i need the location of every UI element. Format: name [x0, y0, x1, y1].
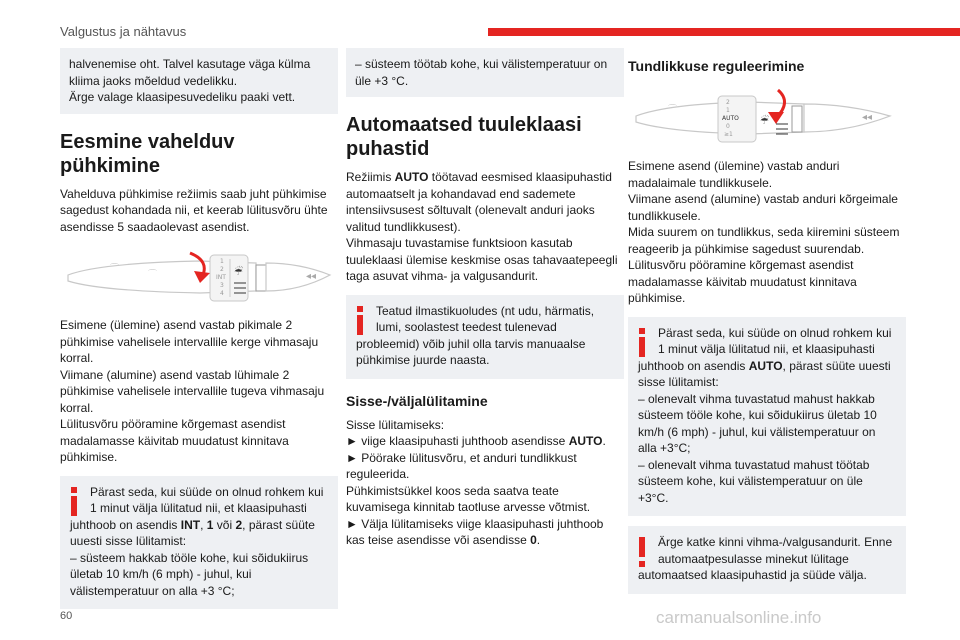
- step-line: ► Pöörake lülitusvõru, et anduri tundlikkust reguleerida.: [346, 450, 577, 481]
- info-icon: [70, 487, 78, 517]
- info-note-line: – olenevalt vihma tuvastatud mahust hakkab süsteem tööle kohe, kui sõidukiirus ületab 10 km/h (6 mph) - juhul, kui välistemperatuur on alla +3°C;: [638, 391, 877, 455]
- step-line: ► viige klaasipuhasti juhthoob asendisse AUTO.: [346, 434, 606, 448]
- info-note-text: Teatud ilmastikuoludes (nt udu, härmatis, lumi, soolastest teedest tulenevad probleemid) võib juhil olla tarvis manuaalse pühkimise juurde naasta.: [356, 303, 595, 367]
- info-note-text: Pärast seda, kui süüde on olnud rohkem kui 1 minut välja lülitatud nii, et klaasipuhasti juhthoob on asendis AUTO, pärast süüte uuesti sisse lülitamist:: [638, 325, 892, 389]
- body-line: Lülitusvõru pööramine kõrgemast asendist madalamasse käivitab muudatust kinnitava pühkimise.: [60, 417, 289, 464]
- warning-note-text: Ärge katke kinni vihma-/valgusandurit. Enne automaatpesulasse minekut lülitage automaatsed klaasipuhastid ja süüde välja.: [638, 535, 893, 582]
- intro-paragraph: Vahelduva pühkimise režiimis saab juht pühkimise sagedust kohandada nii, et keerab lülitusvõru ühte asendisse 5 saadaolevast asendist.: [60, 186, 328, 234]
- continued-line: Ärge valage klaasipesuvedeliku paaki vett.: [69, 90, 296, 104]
- body-line: Esimene (ülemine) asend vastab pikimale 2 pühkimise vahelisele intervallile kerge vihmasaju korral.: [60, 318, 319, 365]
- body-paragraph: Vihmasaju tuvastamise funktsioon kasutab tuuleklaasi ülemise keskmise osas tahavaatepeegli taga asuvat vihma- ja valgusandurit.: [346, 236, 618, 283]
- info-note-line: – olenevalt vihma tuvastatud mahust töötab süsteem kohe, kui välistemperatuur on üle +3°C.: [638, 457, 870, 505]
- stalk-label: INT: [216, 274, 226, 281]
- stalk-label: 0: [726, 123, 730, 130]
- heading-automatic-wipers: Automaatsed tuuleklaasi puhastid: [346, 114, 582, 160]
- step-line: ► Välja lülitamiseks viige klaasipuhasti juhthoob kas teise asendisse või asendisse 0.: [346, 516, 604, 547]
- subheading-on-off: Sisse-/väljalülitamine: [346, 392, 488, 409]
- stalk-label: ≥1: [724, 131, 733, 138]
- body-line: Sisse lülitamiseks:: [346, 417, 445, 432]
- column-3: [628, 48, 906, 594]
- body-line: Pühkimistsükkel koos seda saatva teate kuvamisega kinnitab taotluse arvesse võtmist.: [346, 483, 591, 514]
- stalk-label: 1: [220, 258, 224, 265]
- stalk-label: AUTO: [722, 115, 739, 122]
- info-note-text: Pärast seda, kui süüde on olnud rohkem kui 1 minut välja lülitatud nii, et klaasipuhasti juhthoob on asendis INT, 1 või 2, pärast süüte uuesti sisse lülitamist:: [70, 484, 324, 548]
- wiper-icon: ⌒: [668, 105, 678, 115]
- stalk-label: 3: [220, 282, 224, 289]
- header-accent-bar: [488, 28, 960, 36]
- rewind-arrows-icon: ◂◂: [862, 112, 873, 123]
- column-2: [346, 48, 624, 549]
- body-line: Esimene asend (ülemine) vastab anduri madalaimale tundlikkusele.: [628, 159, 840, 190]
- warning-icon: [638, 537, 646, 567]
- info-note-line: – süsteem hakkab tööle kohe, kui sõidukiirus ületab 10 km/h (6 mph) - juhul, kui välistemperatuur on alla +3 °C;: [70, 550, 309, 598]
- rain-sensor-icon: ☔: [234, 267, 243, 278]
- heading-sensitivity-adjustment: Tundlikkuse reguleerimine: [628, 58, 805, 74]
- continued-text-box: [346, 48, 624, 97]
- stalk-label: 4: [220, 290, 224, 297]
- body-line: Mida suurem on tundlikkus, seda kiiremini süsteem reageerib ja pühkimise sagedust suurendab.: [628, 225, 900, 256]
- info-icon: [356, 306, 364, 336]
- heading-front-intermittent-wipe: Eesmine vahelduv pühkimine: [60, 130, 235, 177]
- stalk-label: 1: [726, 107, 730, 114]
- info-note: [60, 476, 338, 610]
- stalk-label: 2: [220, 266, 224, 273]
- continued-text-box: [60, 48, 338, 114]
- info-note: [628, 317, 906, 517]
- wiper-stalk-illustration: [60, 241, 338, 311]
- rain-sensor-icon: ☔: [760, 116, 769, 127]
- body-line: Viimane asend (alumine) vastab anduri kõrgeimale tundlikkusele.: [628, 192, 898, 223]
- rewind-arrows-icon: ◂◂: [306, 271, 317, 282]
- body-line: Viimane (alumine) asend vastab lühimale 2 pühkimise vahelisele intervallile tugeva vihmasaju korral.: [60, 367, 325, 415]
- body-paragraph: Režiimis AUTO töötavad eesmised klaasipuhastid automaatselt ja kohandavad end sademete intensiivsusest sõltuvalt (olenevalt anduri jaoks valitud tundlikkusest).: [346, 170, 612, 234]
- auto-wiper-stalk-illustration: [628, 82, 906, 152]
- info-note: [346, 295, 624, 379]
- continued-line: halvenemise oht. Talvel kasutage väga külma kliima jaoks mõeldud vedelikku.: [69, 57, 311, 88]
- washer-icon: ⌒: [148, 270, 158, 280]
- stalk-label: 2: [726, 99, 730, 106]
- info-icon: [638, 328, 646, 358]
- warning-note: [628, 526, 906, 594]
- page-number: 60: [60, 610, 73, 622]
- watermark: carmanualsonline.info: [656, 608, 822, 627]
- wiper-icon: ⌒: [110, 264, 120, 274]
- continued-line: – süsteem töötab kohe, kui välistemperatuur on üle +3 °C.: [355, 57, 608, 88]
- column-1: [60, 48, 338, 609]
- body-line: Lülitusvõru pööramine kõrgemast asendist madalamasse käivitab muudatust kinnitava pühkimise.: [628, 258, 857, 305]
- section-title: Valgustus ja nähtavus: [60, 24, 187, 39]
